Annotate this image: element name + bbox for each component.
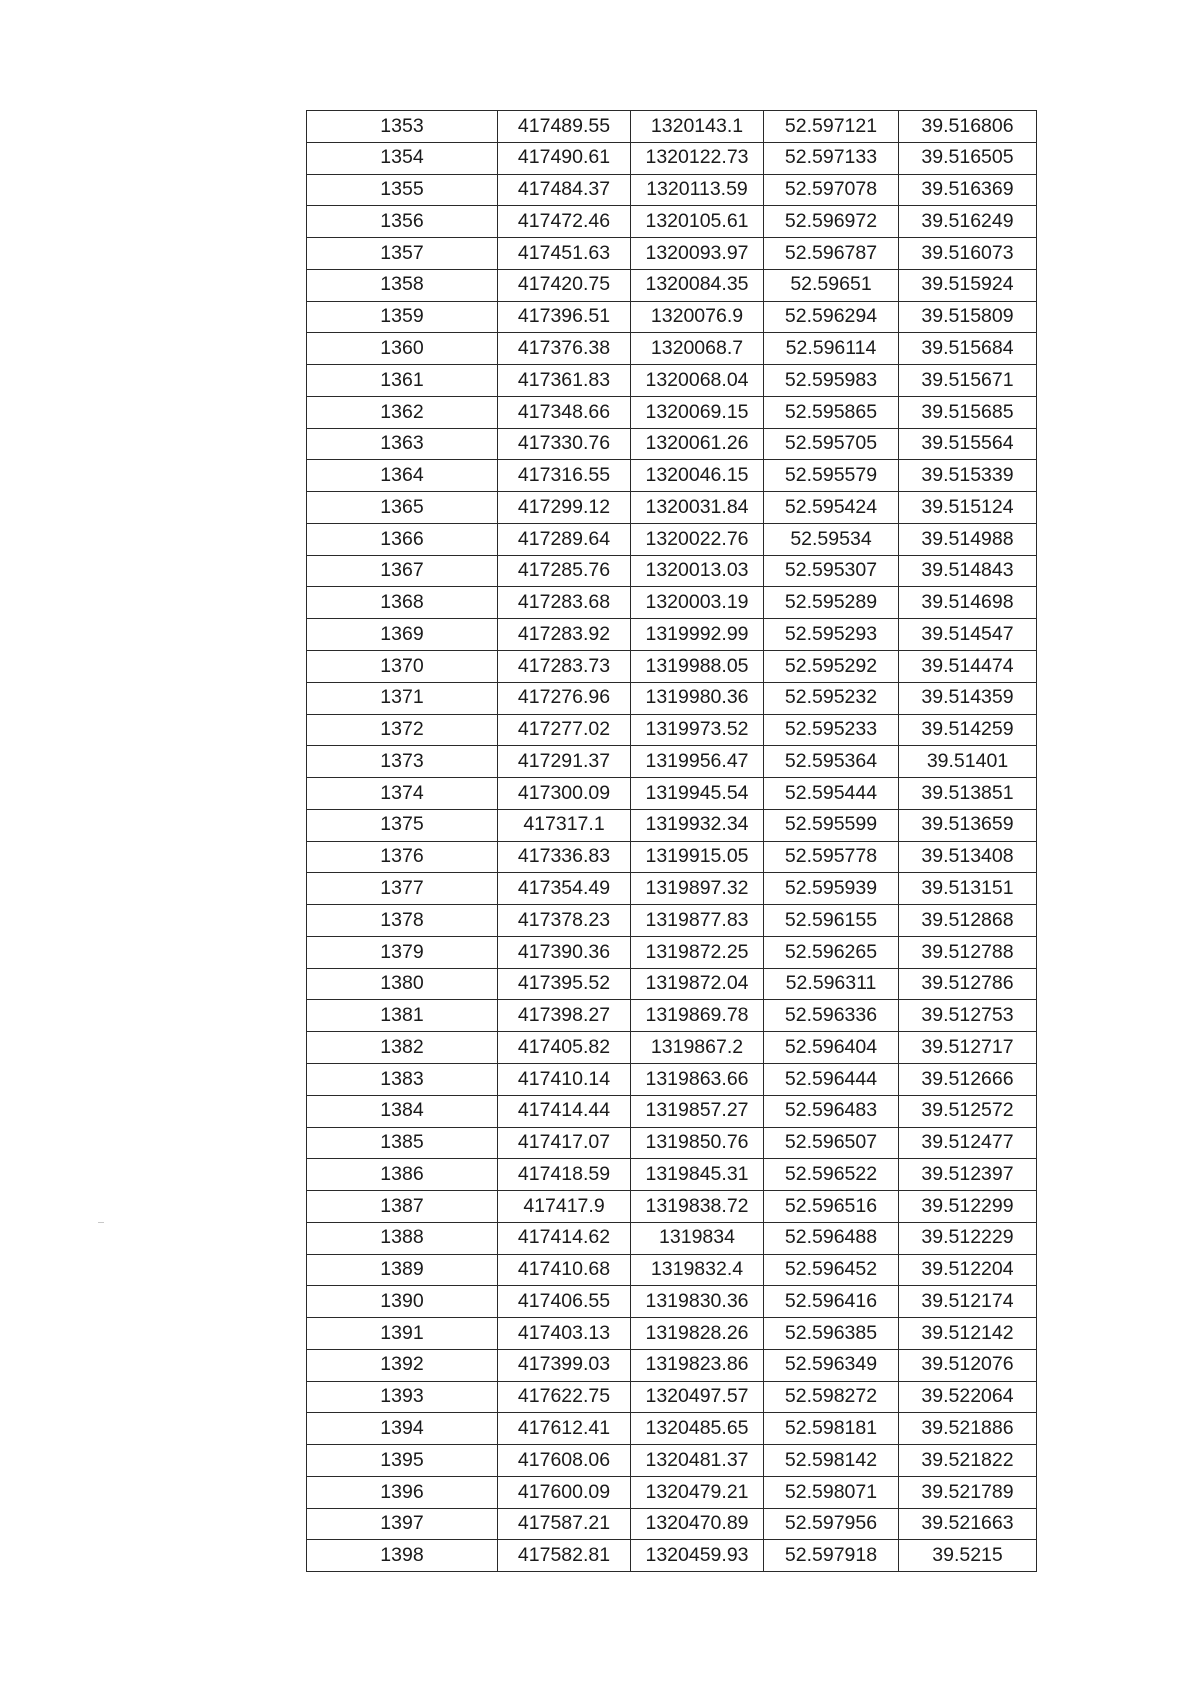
y-coordinate-cell: 1320479.21	[631, 1476, 764, 1508]
x-coordinate-cell: 417399.03	[498, 1349, 631, 1381]
latitude-cell: 52.597918	[764, 1540, 899, 1572]
point-number-cell: 1386	[307, 1159, 498, 1191]
x-coordinate-cell: 417420.75	[498, 269, 631, 301]
table-row	[307, 936, 1037, 968]
latitude-cell: 52.596972	[764, 206, 899, 238]
y-coordinate-cell: 1320068.7	[631, 333, 764, 365]
table-row	[307, 651, 1037, 683]
table-row	[307, 1222, 1037, 1254]
table-row	[307, 206, 1037, 238]
x-coordinate-cell: 417376.38	[498, 333, 631, 365]
point-number-cell: 1365	[307, 492, 498, 524]
y-coordinate-cell: 1320093.97	[631, 238, 764, 270]
table-row	[307, 142, 1037, 174]
point-number-cell: 1361	[307, 365, 498, 397]
latitude-cell: 52.595292	[764, 651, 899, 683]
table-row	[307, 1286, 1037, 1318]
point-number-cell: 1387	[307, 1191, 498, 1223]
point-number-cell: 1367	[307, 555, 498, 587]
latitude-cell: 52.595705	[764, 428, 899, 460]
latitude-cell: 52.598071	[764, 1476, 899, 1508]
table-row	[307, 1063, 1037, 1095]
table-row	[307, 1254, 1037, 1286]
table-row	[307, 809, 1037, 841]
point-number-cell: 1381	[307, 1000, 498, 1032]
longitude-cell: 39.516369	[899, 174, 1037, 206]
table-row	[307, 269, 1037, 301]
latitude-cell: 52.597078	[764, 174, 899, 206]
longitude-cell: 39.514988	[899, 523, 1037, 555]
table-row	[307, 555, 1037, 587]
point-number-cell: 1369	[307, 619, 498, 651]
point-number-cell: 1393	[307, 1381, 498, 1413]
point-number-cell: 1355	[307, 174, 498, 206]
x-coordinate-cell: 417417.9	[498, 1191, 631, 1223]
point-number-cell: 1372	[307, 714, 498, 746]
y-coordinate-cell: 1320069.15	[631, 396, 764, 428]
y-coordinate-cell: 1319945.54	[631, 778, 764, 810]
point-number-cell: 1396	[307, 1476, 498, 1508]
x-coordinate-cell: 417378.23	[498, 905, 631, 937]
table-row	[307, 1349, 1037, 1381]
table-row	[307, 587, 1037, 619]
longitude-cell: 39.512174	[899, 1286, 1037, 1318]
longitude-cell: 39.514359	[899, 682, 1037, 714]
longitude-cell: 39.512142	[899, 1318, 1037, 1350]
x-coordinate-cell: 417299.12	[498, 492, 631, 524]
y-coordinate-cell: 1319834	[631, 1222, 764, 1254]
point-number-cell: 1389	[307, 1254, 498, 1286]
latitude-cell: 52.595599	[764, 809, 899, 841]
latitude-cell: 52.596311	[764, 968, 899, 1000]
y-coordinate-cell: 1320470.89	[631, 1508, 764, 1540]
table-row	[307, 1445, 1037, 1477]
point-number-cell: 1394	[307, 1413, 498, 1445]
x-coordinate-cell: 417361.83	[498, 365, 631, 397]
longitude-cell: 39.515564	[899, 428, 1037, 460]
x-coordinate-cell: 417285.76	[498, 555, 631, 587]
table-row	[307, 1032, 1037, 1064]
point-number-cell: 1383	[307, 1063, 498, 1095]
point-number-cell: 1370	[307, 651, 498, 683]
longitude-cell: 39.514843	[899, 555, 1037, 587]
table-row	[307, 1191, 1037, 1223]
longitude-cell: 39.512666	[899, 1063, 1037, 1095]
latitude-cell: 52.596516	[764, 1191, 899, 1223]
point-number-cell: 1357	[307, 238, 498, 270]
y-coordinate-cell: 1320459.93	[631, 1540, 764, 1572]
longitude-cell: 39.521663	[899, 1508, 1037, 1540]
latitude-cell: 52.596488	[764, 1222, 899, 1254]
point-number-cell: 1354	[307, 142, 498, 174]
latitude-cell: 52.596507	[764, 1127, 899, 1159]
latitude-cell: 52.596404	[764, 1032, 899, 1064]
table-row	[307, 396, 1037, 428]
y-coordinate-cell: 1319823.86	[631, 1349, 764, 1381]
latitude-cell: 52.596416	[764, 1286, 899, 1318]
latitude-cell: 52.595983	[764, 365, 899, 397]
longitude-cell: 39.515124	[899, 492, 1037, 524]
longitude-cell: 39.512786	[899, 968, 1037, 1000]
x-coordinate-cell: 417418.59	[498, 1159, 631, 1191]
latitude-cell: 52.596787	[764, 238, 899, 270]
coordinates-table-body	[307, 111, 1037, 1572]
point-number-cell: 1390	[307, 1286, 498, 1318]
latitude-cell: 52.598142	[764, 1445, 899, 1477]
y-coordinate-cell: 1319863.66	[631, 1063, 764, 1095]
x-coordinate-cell: 417276.96	[498, 682, 631, 714]
x-coordinate-cell: 417395.52	[498, 968, 631, 1000]
longitude-cell: 39.516806	[899, 111, 1037, 143]
y-coordinate-cell: 1319830.36	[631, 1286, 764, 1318]
point-number-cell: 1397	[307, 1508, 498, 1540]
longitude-cell: 39.513851	[899, 778, 1037, 810]
point-number-cell: 1375	[307, 809, 498, 841]
longitude-cell: 39.512868	[899, 905, 1037, 937]
y-coordinate-cell: 1319932.34	[631, 809, 764, 841]
longitude-cell: 39.516505	[899, 142, 1037, 174]
point-number-cell: 1377	[307, 873, 498, 905]
y-coordinate-cell: 1319872.25	[631, 936, 764, 968]
point-number-cell: 1373	[307, 746, 498, 778]
x-coordinate-cell: 417277.02	[498, 714, 631, 746]
latitude-cell: 52.596522	[764, 1159, 899, 1191]
latitude-cell: 52.596385	[764, 1318, 899, 1350]
latitude-cell: 52.596265	[764, 936, 899, 968]
table-row	[307, 778, 1037, 810]
point-number-cell: 1378	[307, 905, 498, 937]
y-coordinate-cell: 1320076.9	[631, 301, 764, 333]
longitude-cell: 39.515809	[899, 301, 1037, 333]
x-coordinate-cell: 417289.64	[498, 523, 631, 555]
longitude-cell: 39.513659	[899, 809, 1037, 841]
x-coordinate-cell: 417410.68	[498, 1254, 631, 1286]
y-coordinate-cell: 1319850.76	[631, 1127, 764, 1159]
point-number-cell: 1382	[307, 1032, 498, 1064]
point-number-cell: 1360	[307, 333, 498, 365]
longitude-cell: 39.513151	[899, 873, 1037, 905]
x-coordinate-cell: 417398.27	[498, 1000, 631, 1032]
point-number-cell: 1384	[307, 1095, 498, 1127]
x-coordinate-cell: 417354.49	[498, 873, 631, 905]
y-coordinate-cell: 1319869.78	[631, 1000, 764, 1032]
point-number-cell: 1392	[307, 1349, 498, 1381]
point-number-cell: 1366	[307, 523, 498, 555]
y-coordinate-cell: 1320013.03	[631, 555, 764, 587]
longitude-cell: 39.515671	[899, 365, 1037, 397]
y-coordinate-cell: 1319867.2	[631, 1032, 764, 1064]
point-number-cell: 1359	[307, 301, 498, 333]
y-coordinate-cell: 1319973.52	[631, 714, 764, 746]
margin-mark	[98, 1222, 104, 1223]
y-coordinate-cell: 1320481.37	[631, 1445, 764, 1477]
x-coordinate-cell: 417608.06	[498, 1445, 631, 1477]
x-coordinate-cell: 417451.63	[498, 238, 631, 270]
point-number-cell: 1385	[307, 1127, 498, 1159]
longitude-cell: 39.515685	[899, 396, 1037, 428]
table-row	[307, 873, 1037, 905]
longitude-cell: 39.521886	[899, 1413, 1037, 1445]
x-coordinate-cell: 417600.09	[498, 1476, 631, 1508]
longitude-cell: 39.512477	[899, 1127, 1037, 1159]
table-row	[307, 619, 1037, 651]
x-coordinate-cell: 417291.37	[498, 746, 631, 778]
x-coordinate-cell: 417489.55	[498, 111, 631, 143]
latitude-cell: 52.595289	[764, 587, 899, 619]
y-coordinate-cell: 1319832.4	[631, 1254, 764, 1286]
longitude-cell: 39.512788	[899, 936, 1037, 968]
table-row	[307, 365, 1037, 397]
point-number-cell: 1374	[307, 778, 498, 810]
point-number-cell: 1356	[307, 206, 498, 238]
latitude-cell: 52.595865	[764, 396, 899, 428]
y-coordinate-cell: 1320061.26	[631, 428, 764, 460]
y-coordinate-cell: 1320046.15	[631, 460, 764, 492]
y-coordinate-cell: 1320113.59	[631, 174, 764, 206]
point-number-cell: 1353	[307, 111, 498, 143]
table-row	[307, 1476, 1037, 1508]
table-row	[307, 1000, 1037, 1032]
y-coordinate-cell: 1319877.83	[631, 905, 764, 937]
y-coordinate-cell: 1320122.73	[631, 142, 764, 174]
longitude-cell: 39.515924	[899, 269, 1037, 301]
longitude-cell: 39.512299	[899, 1191, 1037, 1223]
x-coordinate-cell: 417417.07	[498, 1127, 631, 1159]
longitude-cell: 39.512397	[899, 1159, 1037, 1191]
longitude-cell: 39.51401	[899, 746, 1037, 778]
point-number-cell: 1395	[307, 1445, 498, 1477]
x-coordinate-cell: 417582.81	[498, 1540, 631, 1572]
y-coordinate-cell: 1319992.99	[631, 619, 764, 651]
x-coordinate-cell: 417472.46	[498, 206, 631, 238]
y-coordinate-cell: 1320497.57	[631, 1381, 764, 1413]
y-coordinate-cell: 1319828.26	[631, 1318, 764, 1350]
longitude-cell: 39.521789	[899, 1476, 1037, 1508]
y-coordinate-cell: 1319980.36	[631, 682, 764, 714]
table-row	[307, 1127, 1037, 1159]
y-coordinate-cell: 1319845.31	[631, 1159, 764, 1191]
point-number-cell: 1380	[307, 968, 498, 1000]
latitude-cell: 52.595293	[764, 619, 899, 651]
x-coordinate-cell: 417336.83	[498, 841, 631, 873]
table-row	[307, 1318, 1037, 1350]
y-coordinate-cell: 1319915.05	[631, 841, 764, 873]
latitude-cell: 52.595307	[764, 555, 899, 587]
longitude-cell: 39.515684	[899, 333, 1037, 365]
latitude-cell: 52.59534	[764, 523, 899, 555]
longitude-cell: 39.514547	[899, 619, 1037, 651]
latitude-cell: 52.596452	[764, 1254, 899, 1286]
point-number-cell: 1398	[307, 1540, 498, 1572]
x-coordinate-cell: 417484.37	[498, 174, 631, 206]
latitude-cell: 52.595778	[764, 841, 899, 873]
table-row	[307, 523, 1037, 555]
y-coordinate-cell: 1319838.72	[631, 1191, 764, 1223]
point-number-cell: 1368	[307, 587, 498, 619]
x-coordinate-cell: 417414.62	[498, 1222, 631, 1254]
y-coordinate-cell: 1320485.65	[631, 1413, 764, 1445]
x-coordinate-cell: 417330.76	[498, 428, 631, 460]
table-row	[307, 1381, 1037, 1413]
table-row	[307, 174, 1037, 206]
y-coordinate-cell: 1320022.76	[631, 523, 764, 555]
table-row	[307, 460, 1037, 492]
table-row	[307, 746, 1037, 778]
coordinates-table	[306, 110, 1037, 1572]
x-coordinate-cell: 417396.51	[498, 301, 631, 333]
longitude-cell: 39.514474	[899, 651, 1037, 683]
latitude-cell: 52.595232	[764, 682, 899, 714]
table-row	[307, 1413, 1037, 1445]
table-row	[307, 1095, 1037, 1127]
longitude-cell: 39.514698	[899, 587, 1037, 619]
x-coordinate-cell: 417414.44	[498, 1095, 631, 1127]
x-coordinate-cell: 417283.92	[498, 619, 631, 651]
y-coordinate-cell: 1319872.04	[631, 968, 764, 1000]
longitude-cell: 39.513408	[899, 841, 1037, 873]
x-coordinate-cell: 417587.21	[498, 1508, 631, 1540]
longitude-cell: 39.521822	[899, 1445, 1037, 1477]
point-number-cell: 1376	[307, 841, 498, 873]
table-row	[307, 428, 1037, 460]
longitude-cell: 39.514259	[899, 714, 1037, 746]
longitude-cell: 39.515339	[899, 460, 1037, 492]
latitude-cell: 52.596336	[764, 1000, 899, 1032]
longitude-cell: 39.512572	[899, 1095, 1037, 1127]
latitude-cell: 52.595579	[764, 460, 899, 492]
x-coordinate-cell: 417403.13	[498, 1318, 631, 1350]
y-coordinate-cell: 1319956.47	[631, 746, 764, 778]
longitude-cell: 39.5215	[899, 1540, 1037, 1572]
latitude-cell: 52.595444	[764, 778, 899, 810]
x-coordinate-cell: 417390.36	[498, 936, 631, 968]
latitude-cell: 52.598181	[764, 1413, 899, 1445]
longitude-cell: 39.516073	[899, 238, 1037, 270]
table-row	[307, 1540, 1037, 1572]
latitude-cell: 52.595939	[764, 873, 899, 905]
longitude-cell: 39.512204	[899, 1254, 1037, 1286]
longitude-cell: 39.512229	[899, 1222, 1037, 1254]
latitude-cell: 52.596349	[764, 1349, 899, 1381]
longitude-cell: 39.512717	[899, 1032, 1037, 1064]
point-number-cell: 1391	[307, 1318, 498, 1350]
point-number-cell: 1379	[307, 936, 498, 968]
latitude-cell: 52.596483	[764, 1095, 899, 1127]
y-coordinate-cell: 1320143.1	[631, 111, 764, 143]
x-coordinate-cell: 417300.09	[498, 778, 631, 810]
latitude-cell: 52.596444	[764, 1063, 899, 1095]
table-row	[307, 1159, 1037, 1191]
table-row	[307, 682, 1037, 714]
x-coordinate-cell: 417317.1	[498, 809, 631, 841]
table-row	[307, 333, 1037, 365]
latitude-cell: 52.597956	[764, 1508, 899, 1540]
x-coordinate-cell: 417410.14	[498, 1063, 631, 1095]
point-number-cell: 1388	[307, 1222, 498, 1254]
longitude-cell: 39.522064	[899, 1381, 1037, 1413]
latitude-cell: 52.596155	[764, 905, 899, 937]
longitude-cell: 39.512076	[899, 1349, 1037, 1381]
table-row	[307, 111, 1037, 143]
table-row	[307, 841, 1037, 873]
latitude-cell: 52.598272	[764, 1381, 899, 1413]
table-row	[307, 238, 1037, 270]
y-coordinate-cell: 1319857.27	[631, 1095, 764, 1127]
x-coordinate-cell: 417316.55	[498, 460, 631, 492]
table-row	[307, 714, 1037, 746]
x-coordinate-cell: 417622.75	[498, 1381, 631, 1413]
latitude-cell: 52.597133	[764, 142, 899, 174]
y-coordinate-cell: 1320068.04	[631, 365, 764, 397]
latitude-cell: 52.595424	[764, 492, 899, 524]
latitude-cell: 52.595233	[764, 714, 899, 746]
point-number-cell: 1358	[307, 269, 498, 301]
y-coordinate-cell: 1320031.84	[631, 492, 764, 524]
point-number-cell: 1364	[307, 460, 498, 492]
table-row	[307, 1508, 1037, 1540]
point-number-cell: 1362	[307, 396, 498, 428]
longitude-cell: 39.512753	[899, 1000, 1037, 1032]
y-coordinate-cell: 1320105.61	[631, 206, 764, 238]
table-row	[307, 301, 1037, 333]
y-coordinate-cell: 1320003.19	[631, 587, 764, 619]
x-coordinate-cell: 417283.68	[498, 587, 631, 619]
longitude-cell: 39.516249	[899, 206, 1037, 238]
table-row	[307, 492, 1037, 524]
x-coordinate-cell: 417405.82	[498, 1032, 631, 1064]
y-coordinate-cell: 1319988.05	[631, 651, 764, 683]
y-coordinate-cell: 1319897.32	[631, 873, 764, 905]
x-coordinate-cell: 417612.41	[498, 1413, 631, 1445]
table-row	[307, 905, 1037, 937]
x-coordinate-cell: 417490.61	[498, 142, 631, 174]
point-number-cell: 1363	[307, 428, 498, 460]
latitude-cell: 52.59651	[764, 269, 899, 301]
latitude-cell: 52.597121	[764, 111, 899, 143]
latitude-cell: 52.596114	[764, 333, 899, 365]
x-coordinate-cell: 417348.66	[498, 396, 631, 428]
x-coordinate-cell: 417283.73	[498, 651, 631, 683]
table-row	[307, 968, 1037, 1000]
y-coordinate-cell: 1320084.35	[631, 269, 764, 301]
point-number-cell: 1371	[307, 682, 498, 714]
latitude-cell: 52.596294	[764, 301, 899, 333]
latitude-cell: 52.595364	[764, 746, 899, 778]
x-coordinate-cell: 417406.55	[498, 1286, 631, 1318]
